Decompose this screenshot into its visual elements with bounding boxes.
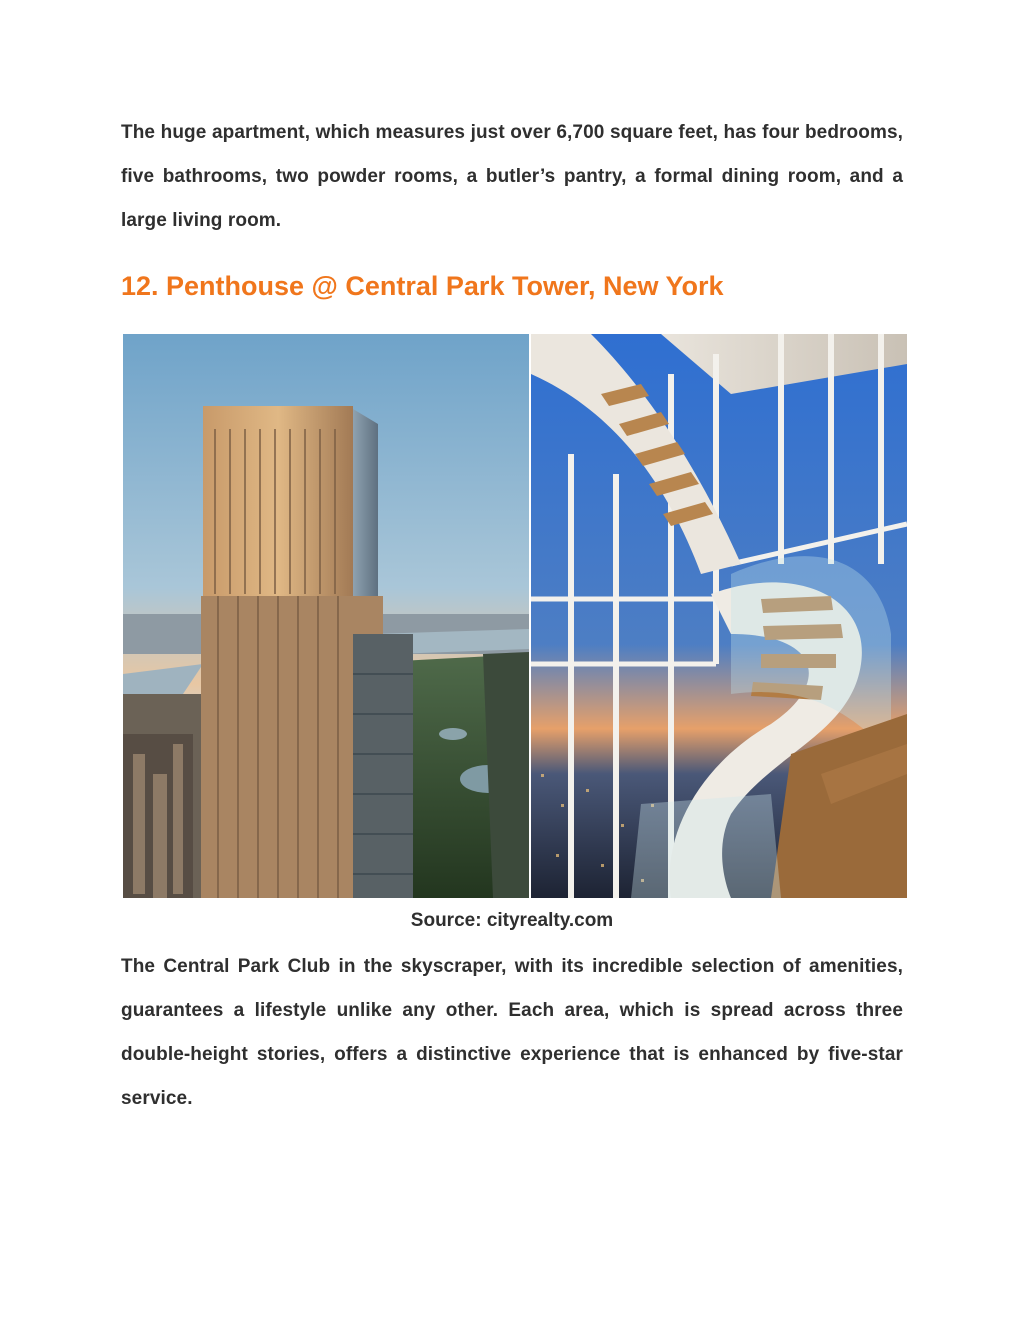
tower-exterior-photo: [123, 334, 529, 898]
staircase-interior-photo: [531, 334, 907, 898]
section-heading: 12. Penthouse @ Central Park Tower, New York: [121, 271, 724, 301]
image-caption: Source: cityrealty.com: [410, 910, 614, 931]
body-paragraph: The Central Park Club in the skyscraper, with its incredible selection of amenities, guarantees a lifestyle unlike any other. Each area, which is spread across three double-height stories, offers a distinctive experience that is enhanced by five-star service.: [121, 956, 903, 1109]
intro-paragraph: The huge apartment, which measures just over 6,700 square feet, has four bedrooms, five bathrooms, two powder rooms, a butler’s pantry, a formal dining room, and a large living room.: [121, 122, 903, 231]
article-figure: [123, 334, 907, 898]
